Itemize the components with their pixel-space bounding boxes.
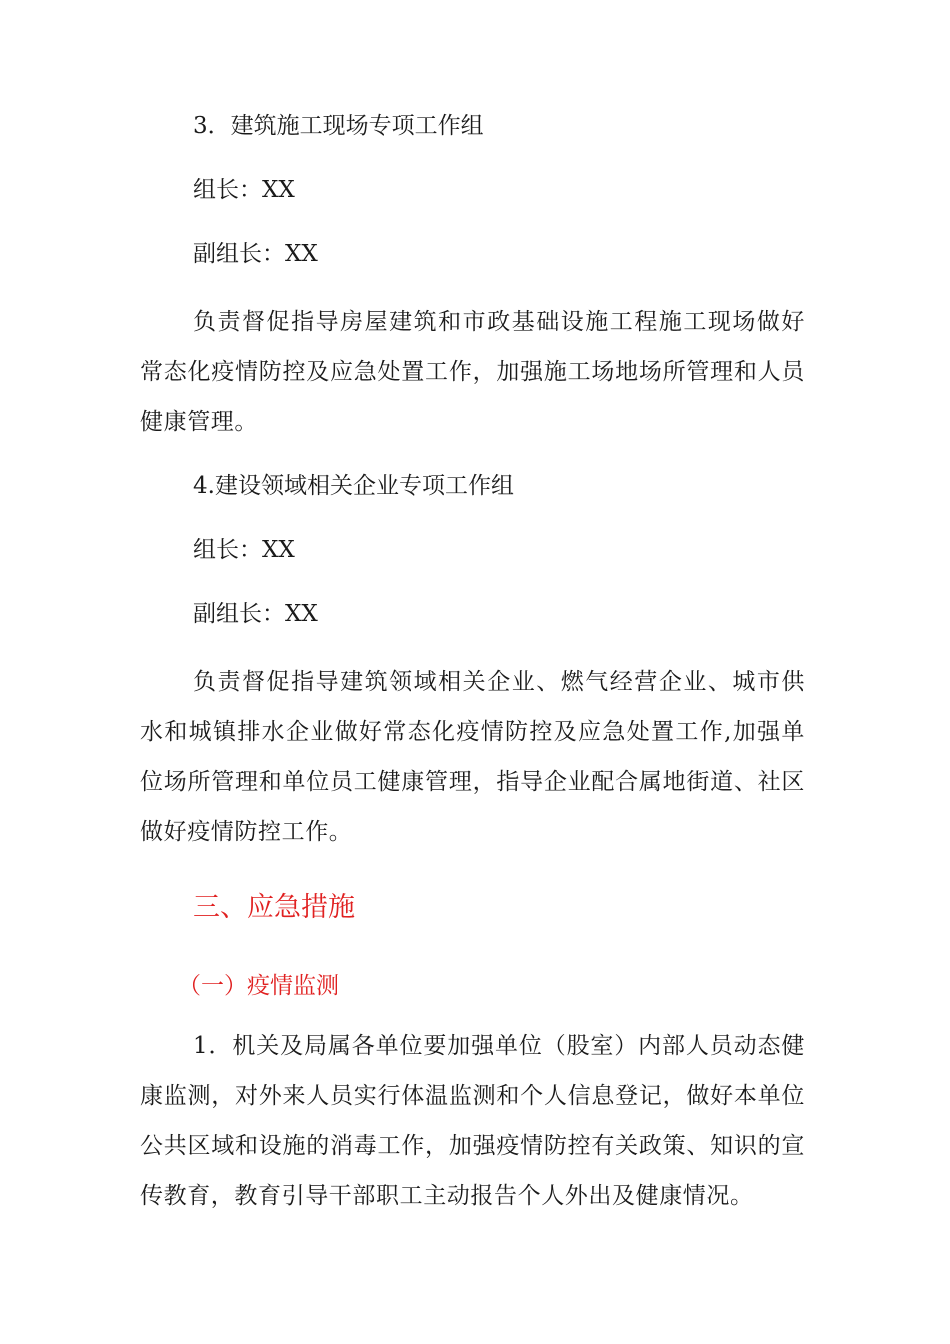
section-3-leader: 组长：XX	[193, 177, 295, 203]
section-3-title: 3．建筑施工现场专项工作组	[193, 113, 484, 139]
section-3-deputy: 副组长：XX	[193, 241, 318, 267]
section-4-duty: 负责督促指导建筑领域相关企业、燃气经营企业、城市供水和城镇排水企业做好常态化疫情防控及应急处置工作,加强单位场所管理和单位员工健康管理，指导企业配合属地街道、社区做好疫情防控工作。	[140, 669, 805, 845]
section-4-leader: 组长：XX	[193, 537, 295, 563]
heading-epidemic-monitoring: （一）疫情监测	[178, 973, 339, 999]
section-3-duty: 负责督促指导房屋建筑和市政基础设施工程施工现场做好常态化疫情防控及应急处置工作，加强施工场地场所管理和人员健康管理。	[140, 309, 805, 435]
item-1-paragraph: 1．机关及局属各单位要加强单位（股室）内部人员动态健康监测，对外来人员实行体温监测和个人信息登记，做好本单位公共区域和设施的消毒工作，加强疫情防控有关政策、知识的宣传教育，教育引导干部职工主动报告个人外出及健康情况。	[140, 1033, 805, 1209]
section-4-deputy: 副组长：XX	[193, 601, 318, 627]
section-4-title: 4.建设领域相关企业专项工作组	[193, 473, 514, 499]
heading-emergency-measures: 三、应急措施	[193, 892, 355, 923]
